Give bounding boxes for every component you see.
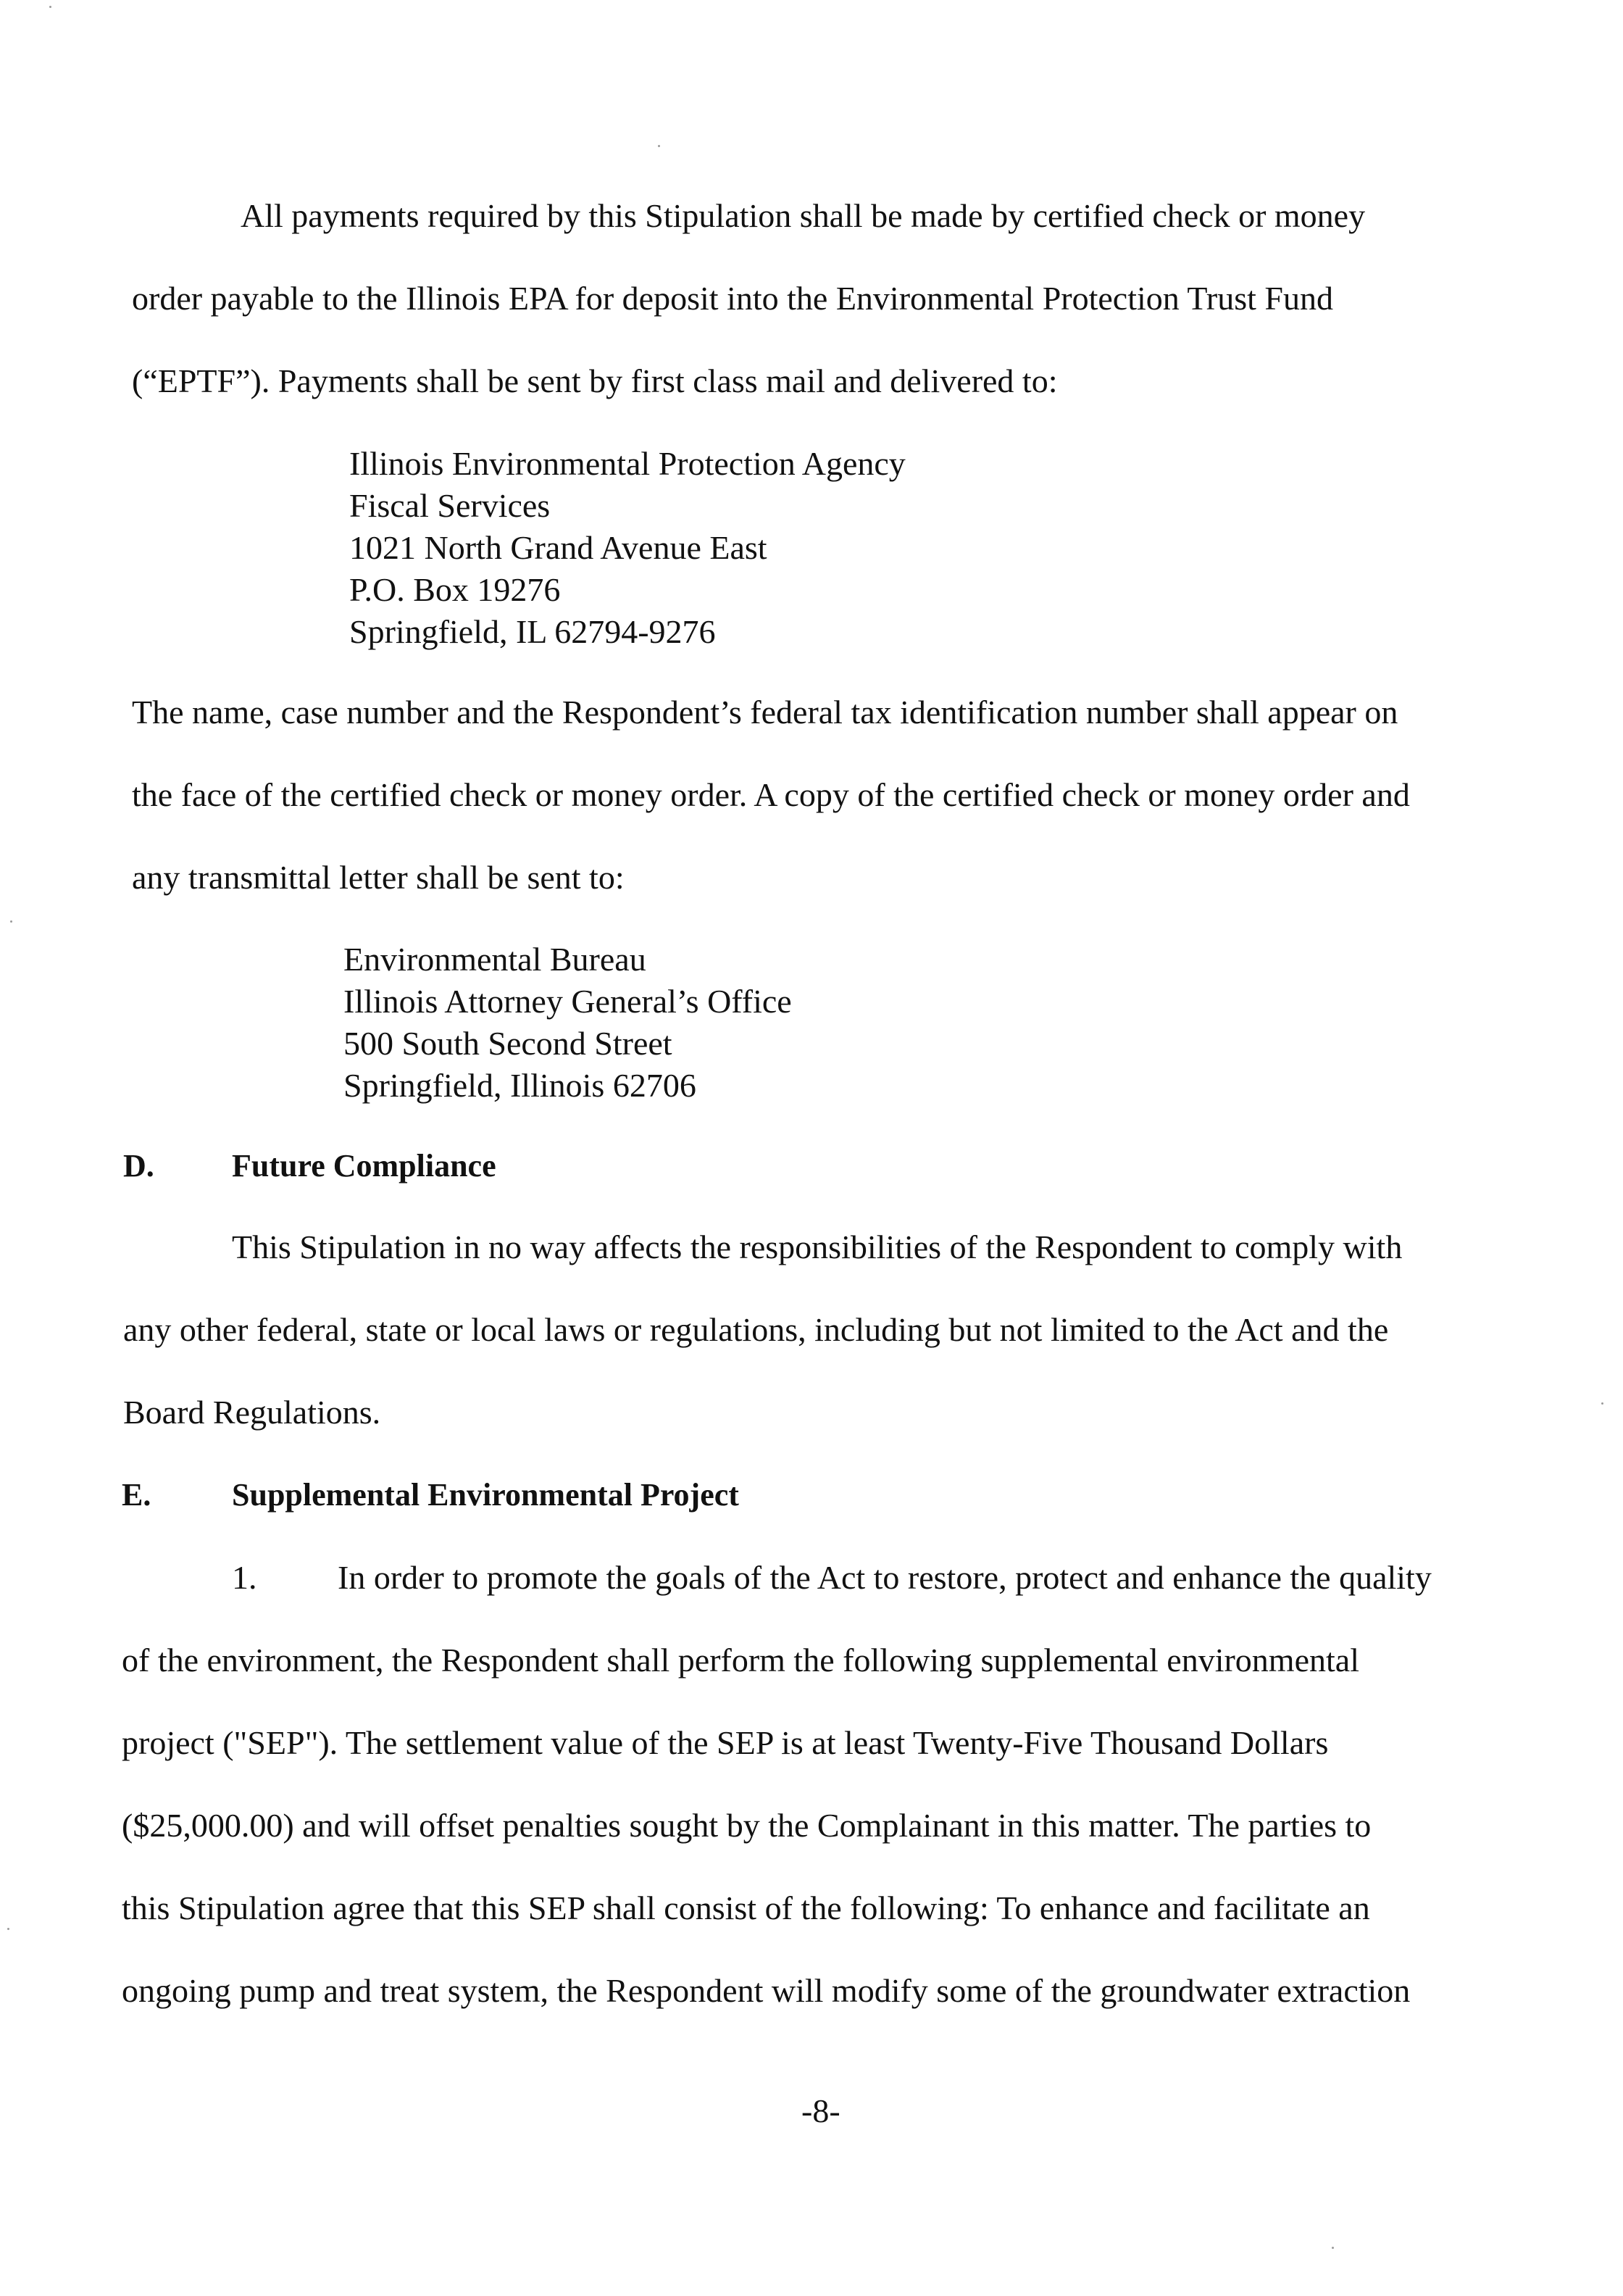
address-block-attorney-general [343, 939, 792, 1107]
paragraph-line: the face of the certified check or money order. A copy of the certified check or money order and [132, 776, 1410, 813]
paragraph-line: order payable to the Illinois EPA for deposit into the Environmental Protection Trust Fund [132, 280, 1333, 317]
paragraph-line: (“EPTF”). Payments shall be sent by first class mail and delivered to: [132, 362, 1058, 399]
address-line: Environmental Bureau [343, 941, 646, 978]
paragraph-line: The name, case number and the Respondent’s federal tax identification number shall appear on [132, 694, 1398, 731]
section-letter: D. [123, 1148, 154, 1184]
section-title: Supplemental Environmental Project [232, 1477, 739, 1513]
paragraph-line: ($25,000.00) and will offset penalties sought by the Complainant in this matter. The parties to [122, 1807, 1372, 1844]
address-line: Springfield, IL 62794-9276 [349, 613, 716, 650]
address-line: 1021 North Grand Avenue East [349, 529, 767, 566]
paragraph-line: any other federal, state or local laws or regulations, including but not limited to the Act and the [123, 1311, 1389, 1348]
scan-speck [49, 6, 51, 8]
address-line: Illinois Environmental Protection Agency [349, 445, 906, 482]
paragraph-line: this Stipulation agree that this SEP shall consist of the following: To enhance and facilitate an [122, 1889, 1370, 1926]
scan-speck [1601, 1402, 1603, 1405]
address-line: Illinois Attorney General’s Office [343, 983, 792, 1020]
scan-speck [7, 1928, 9, 1930]
paragraph-line: project ("SEP"). The settlement value of the SEP is at least Twenty-Five Thousand Dollars [122, 1724, 1329, 1761]
section-title: Future Compliance [232, 1148, 496, 1184]
page-number: -8- [801, 2092, 840, 2129]
scan-speck [658, 145, 660, 147]
address-line: Springfield, Illinois 62706 [343, 1067, 696, 1104]
paragraph-line: Board Regulations. [123, 1394, 381, 1431]
paragraph-line: In order to promote the goals of the Act to restore, protect and enhance the quality [338, 1559, 1432, 1596]
paragraph-line: any transmittal letter shall be sent to: [132, 859, 625, 896]
paragraph-line: ongoing pump and treat system, the Respondent will modify some of the groundwater extraction [122, 1972, 1411, 2009]
scan-speck [1332, 2247, 1334, 2249]
paragraph-line: This Stipulation in no way affects the responsibilities of the Respondent to comply with [232, 1228, 1403, 1265]
address-block-epa [349, 443, 906, 653]
address-line: P.O. Box 19276 [349, 571, 561, 608]
section-letter: E. [122, 1477, 151, 1513]
paragraph-line: of the environment, the Respondent shall perform the following supplemental environmental [122, 1642, 1359, 1679]
paragraph-line: All payments required by this Stipulation shall be made by certified check or money [241, 197, 1366, 234]
address-line: Fiscal Services [349, 487, 551, 524]
list-number: 1. [232, 1559, 257, 1596]
scan-speck [10, 920, 12, 923]
address-line: 500 South Second Street [343, 1025, 672, 1062]
